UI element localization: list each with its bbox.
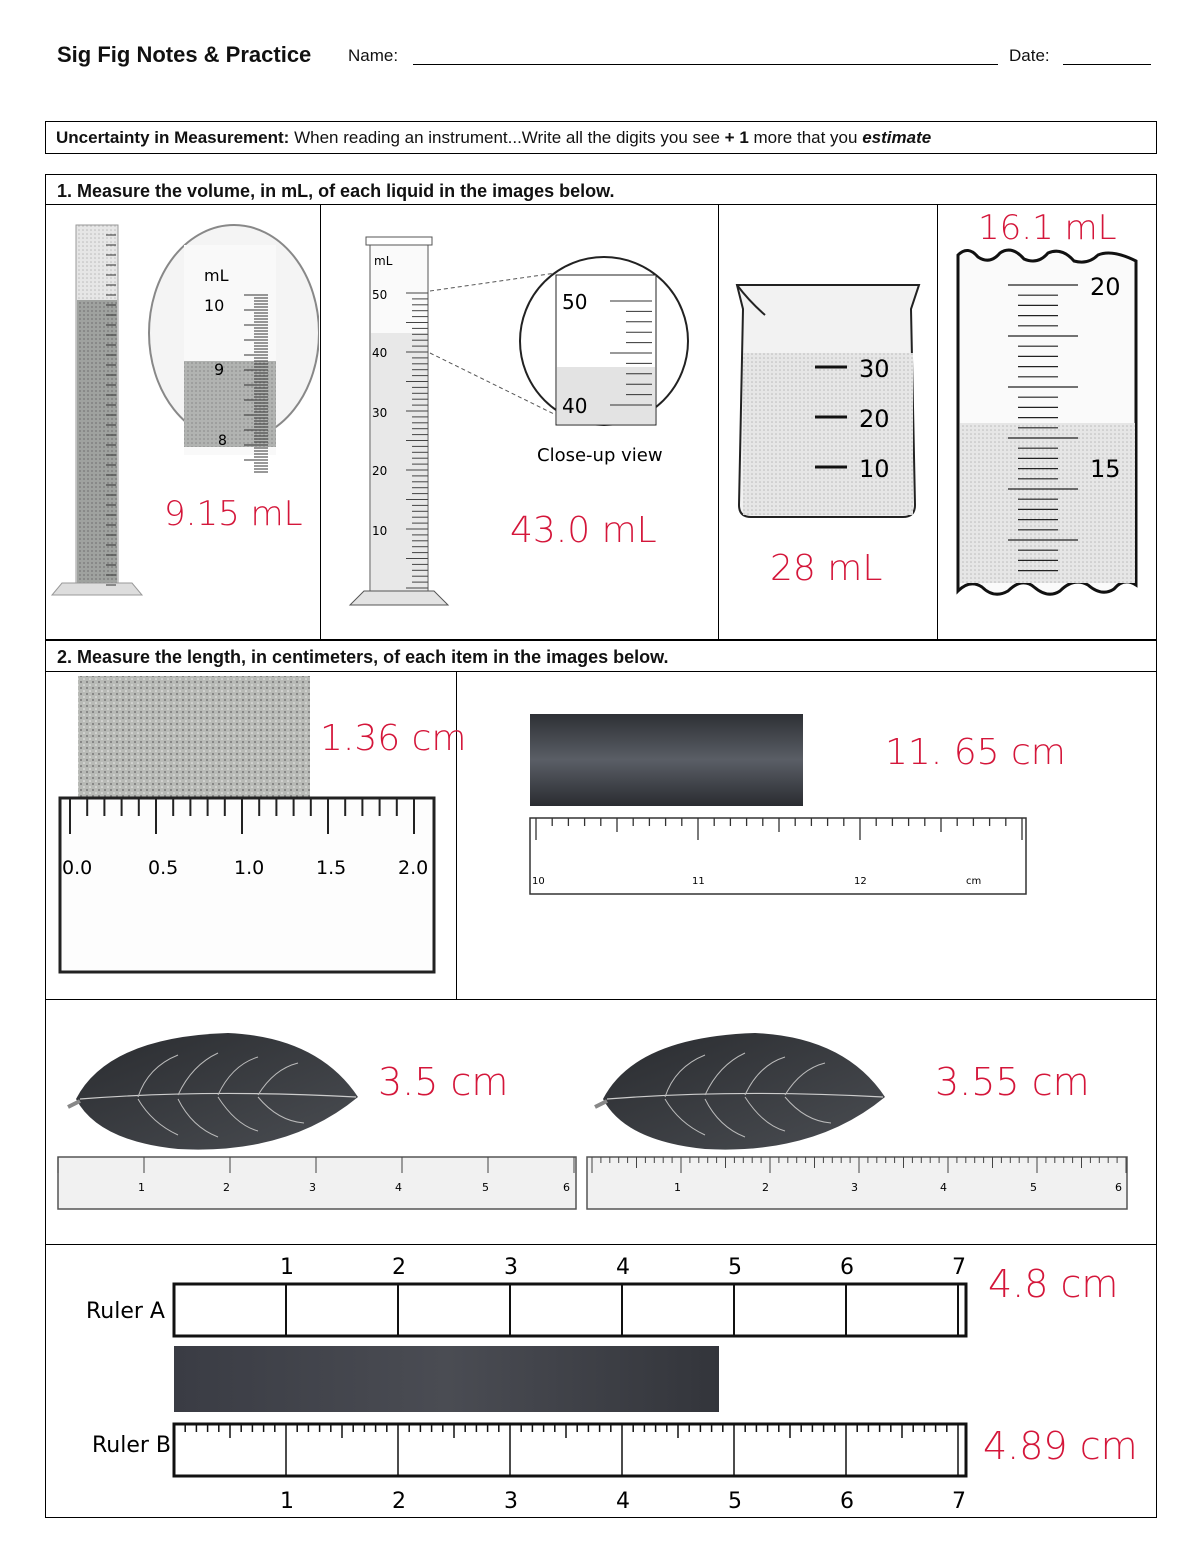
rulers-ab-figure: [50, 1246, 1150, 1516]
cylinder-c-label-20: 20: [1090, 273, 1121, 301]
answer-leaf-2: 3.55 cm: [935, 1060, 1090, 1104]
answer-cylinder-a: 9.15 mL: [164, 494, 303, 534]
ruler-ab-top-number-1: 1: [280, 1255, 294, 1280]
uncertainty-bold: + 1: [724, 128, 749, 147]
ruler-a-label-1: 0.5: [148, 857, 179, 879]
leaf2-label-4: 4: [940, 1181, 947, 1194]
cylinder-a-label-8: 8: [218, 433, 227, 449]
answer-ruler-b-b: 4.89 cm: [983, 1424, 1138, 1468]
ruler-a-name: Ruler A: [86, 1299, 165, 1324]
cylinder-c-figure: [938, 205, 1156, 639]
ruler-ab-bottom-number-3: 3: [504, 1489, 518, 1514]
answer-ruler-a-b: 4.8 cm: [988, 1262, 1119, 1306]
date-label: Date:: [1009, 46, 1050, 65]
ruler-ab-top-number-7: 7: [952, 1255, 966, 1280]
ruler-a-label-0: 0.0: [62, 857, 93, 879]
ruler-ab-bottom-number-2: 2: [392, 1489, 406, 1514]
ruler-b-unit: cm: [966, 876, 982, 887]
ruler-ab-bottom-number-4: 4: [616, 1489, 630, 1514]
ruler-ab-top-number-6: 6: [840, 1255, 854, 1280]
ruler-b-figure: [460, 674, 1150, 996]
leaf2-label-6: 6: [1115, 1181, 1122, 1194]
name-label: Name:: [348, 46, 399, 65]
leaf1-label-1: 1: [138, 1181, 145, 1194]
uncertainty-text-1: When reading an instrument...Write all the digits you see: [294, 128, 720, 147]
ruler-a-label-3: 1.5: [316, 857, 347, 879]
ruler-ab-bottom-number-5: 5: [728, 1489, 742, 1514]
ruler-a-label-2: 1.0: [234, 857, 265, 879]
zoom-label-50: 50: [562, 290, 588, 314]
leaf1-label-2: 2: [223, 1181, 230, 1194]
cylinder-a-label-9: 9: [214, 360, 225, 379]
answer-cylinder-c: 16.1 mL: [978, 208, 1117, 248]
answer-cylinder-b: 43.0 mL: [510, 510, 657, 551]
uncertainty-text-2: more that you: [753, 128, 858, 147]
leaf1-label-6: 6: [563, 1181, 570, 1194]
beaker-label-10: 10: [859, 455, 890, 483]
cylinder-b-label-50: 50: [372, 288, 388, 302]
leaf1-label-4: 4: [395, 1181, 402, 1194]
zoom-caption: Close-up view: [537, 445, 663, 466]
cylinder-b-unit: mL: [374, 254, 393, 268]
uncertainty-emph: estimate: [862, 128, 932, 147]
cylinder-b-label-40: 40: [372, 346, 388, 360]
answer-ruler-b: 11. 65 cm: [885, 732, 1066, 773]
ruler-b-label-12: 12: [854, 876, 867, 887]
leaf2-label-1: 1: [674, 1181, 681, 1194]
zoom-label-40: 40: [562, 394, 588, 418]
question-1-prompt: 1. Measure the volume, in mL, of each liquid in the images below.: [57, 181, 615, 201]
question-2-prompt: 2. Measure the length, in centimeters, of each item in the images below.: [57, 647, 669, 667]
ruler-ab-bottom-number-1: 1: [280, 1489, 294, 1514]
answer-ruler-a: 1.36 cm: [320, 718, 467, 759]
leaf2-label-5: 5: [1030, 1181, 1037, 1194]
name-field[interactable]: [413, 64, 998, 65]
page-title: Sig Fig Notes & Practice: [57, 42, 312, 67]
ruler-a-label-4: 2.0: [398, 857, 429, 879]
leaf2-label-2: 2: [762, 1181, 769, 1194]
leaf1-label-5: 5: [482, 1181, 489, 1194]
date-field[interactable]: [1063, 64, 1151, 65]
ruler-b-label-10: 10: [532, 876, 545, 887]
cylinder-a-unit: mL: [204, 266, 229, 285]
leaf1-label-3: 3: [309, 1181, 316, 1194]
leaf2-label-3: 3: [851, 1181, 858, 1194]
ruler-ab-top-number-3: 3: [504, 1255, 518, 1280]
cylinder-b-label-30: 30: [372, 406, 388, 420]
uncertainty-heading: Uncertainty in Measurement:: [56, 128, 290, 147]
ruler-ab-bottom-number-6: 6: [840, 1489, 854, 1514]
cylinder-b-label-20: 20: [372, 464, 388, 478]
ruler-b-label-11: 11: [692, 876, 705, 887]
ruler-ab-bottom-number-7: 7: [952, 1489, 966, 1514]
answer-beaker: 28 mL: [770, 548, 883, 589]
uncertainty-banner: [45, 121, 1157, 154]
cylinder-b-figure: [322, 205, 717, 639]
cylinder-a-label-10: 10: [204, 296, 225, 315]
ruler-ab-top-number-2: 2: [392, 1255, 406, 1280]
leaves-figure: [50, 1005, 1150, 1241]
cylinder-a-figure: [46, 205, 319, 639]
ruler-ab-top-number-4: 4: [616, 1255, 630, 1280]
answer-leaf-1: 3.5 cm: [378, 1060, 509, 1104]
cylinder-b-label-10: 10: [372, 524, 388, 538]
ruler-ab-top-number-5: 5: [728, 1255, 742, 1280]
cylinder-c-label-15: 15: [1090, 455, 1121, 483]
beaker-label-30: 30: [859, 355, 890, 383]
beaker-label-20: 20: [859, 405, 890, 433]
ruler-b-name: Ruler B: [92, 1433, 172, 1458]
